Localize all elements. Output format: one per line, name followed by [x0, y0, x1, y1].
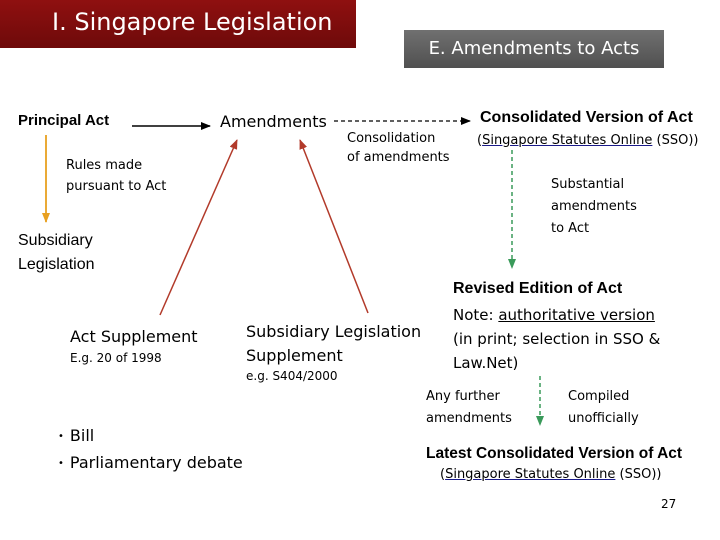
arrow-act-supplement-to-amendments: [160, 140, 237, 315]
compiled-line-2: unofficially: [568, 411, 639, 426]
rules-line-2: pursuant to Act: [66, 179, 167, 194]
substantial-line-3: to Act: [551, 221, 590, 236]
substantial-amendments-label: [551, 174, 637, 240]
sso-line: (Singapore Statutes Online (SSO)): [477, 133, 699, 148]
latest-sso-link[interactable]: Singapore Statutes Online: [445, 467, 616, 482]
compiled-unofficially-label: [568, 386, 639, 430]
rules-line-1: Rules made: [66, 158, 143, 173]
consolidation-line-2: of amendments: [347, 150, 450, 165]
consolidation-label: [347, 129, 450, 167]
bullet-list: [58, 424, 243, 478]
latest-consolidated-title: Latest Consolidated Version of Act: [426, 445, 683, 462]
note-line-2: (in print; selection in SSO &: [453, 330, 661, 348]
revised-note: Note: authoritative version (in print; selection in SSO & Law.Net): [453, 306, 661, 372]
subsidiary-supplement-label: [246, 320, 421, 368]
compiled-line-1: Compiled: [568, 389, 630, 404]
sub-supp-line-1: Subsidiary Legislation: [246, 322, 422, 341]
rules-made-label: [66, 155, 166, 197]
subsidiary-legislation-label: [18, 229, 95, 277]
bullet-item: • Bill: [58, 426, 95, 445]
act-supplement-example: E.g. 20 of 1998: [70, 351, 162, 365]
section-title: E. Amendments to Acts: [404, 30, 664, 68]
latest-sso-line: (Singapore Statutes Online (SSO)): [440, 467, 662, 482]
further-line-2: amendments: [426, 411, 512, 426]
bullet-item: • Parliamentary debate: [58, 453, 243, 472]
substantial-line-2: amendments: [551, 199, 637, 214]
consolidation-line-1: Consolidation: [347, 131, 436, 146]
consolidated-version-title: Consolidated Version of Act: [480, 109, 693, 126]
amendments-label: Amendments: [220, 112, 327, 131]
substantial-line-1: Substantial: [551, 177, 625, 192]
principal-act-label: Principal Act: [18, 112, 110, 129]
subsidiary-line-2: Legislation: [18, 256, 95, 273]
page-number: 27: [661, 497, 677, 511]
further-amendments-label: [426, 386, 512, 430]
act-supplement-label: Act Supplement: [70, 327, 198, 346]
further-line-1: Any further: [426, 389, 500, 404]
revised-edition-title: Revised Edition of Act: [453, 280, 623, 297]
authoritative-version-link[interactable]: authoritative version: [498, 306, 655, 324]
subsidiary-line-1: Subsidiary: [18, 232, 93, 249]
page-title: I. Singapore Legislation: [52, 8, 333, 36]
sso-link[interactable]: Singapore Statutes Online: [482, 133, 653, 148]
subsidiary-supplement-example: e.g. S404/2000: [246, 369, 338, 383]
sub-supp-line-2: Supplement: [246, 346, 343, 365]
note-line-3: Law.Net): [453, 354, 519, 372]
